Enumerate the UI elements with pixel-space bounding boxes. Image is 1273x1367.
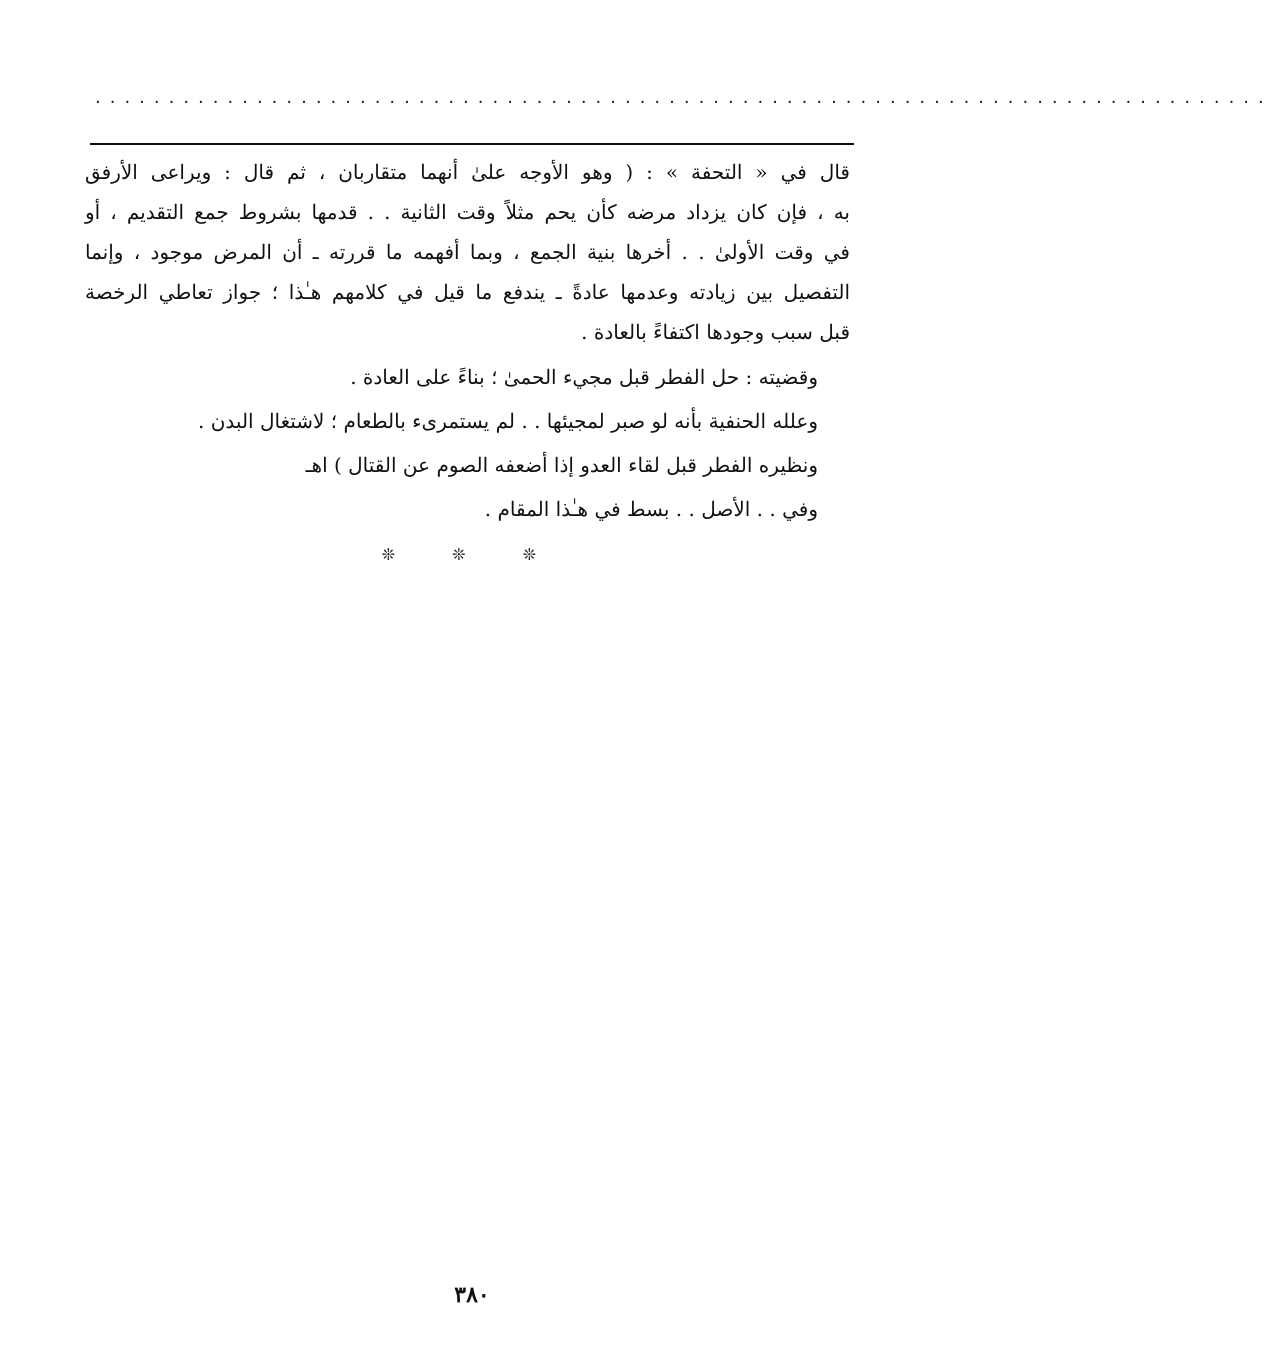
dotted-header-line: ................................................................................ (95, 87, 1273, 108)
indented-paragraphs (85, 355, 818, 531)
main-paragraph (85, 152, 850, 352)
paragraph-line: في وقت الأولىٰ . . أخرها بنية الجمع ، وبما أفهمه ما قررته ـ أن المرض موجود ، وإنما (85, 240, 850, 264)
paragraph-line: قال في « التحفة » : ( وهو الأوجه علىٰ أنهما متقاربان ، ثم قال : ويراعى الأرفق (85, 160, 850, 184)
horizontal-rule (90, 143, 854, 145)
page-number: ٣٨٠ (454, 1282, 490, 1308)
paragraph-line: التفصيل بين زيادته وعدمها عادةً ـ يندفع ما قيل في كلامهم هـٰذا ؛ جواز تعاطي الرخصة (85, 280, 850, 304)
paragraph-line: قبل سبب وجودها اكتفاءً بالعادة . (581, 320, 850, 344)
indented-line: وعلله الحنفية بأنه لو صبر لمجيئها . . لم يستمرىء بالطعام ؛ لاشتغال البدن . (198, 409, 818, 433)
indented-line: وقضيته : حل الفطر قبل مجيء الحمىٰ ؛ بناءً على العادة . (350, 365, 818, 389)
indented-line: وفي . . الأصل . . بسط في هـٰذا المقام . (484, 497, 818, 521)
indented-line: ونظيره الفطر قبل لقاء العدو إذا أضعفه الصوم عن القتال ) اهـ (305, 453, 818, 477)
section-separator-stars: ❊ ❊ ❊ (381, 545, 563, 564)
paragraph-line: به ، فإن كان يزداد مرضه كأن يحم مثلاً وقت الثانية . . قدمها بشروط جمع التقديم ، أو (85, 200, 850, 224)
